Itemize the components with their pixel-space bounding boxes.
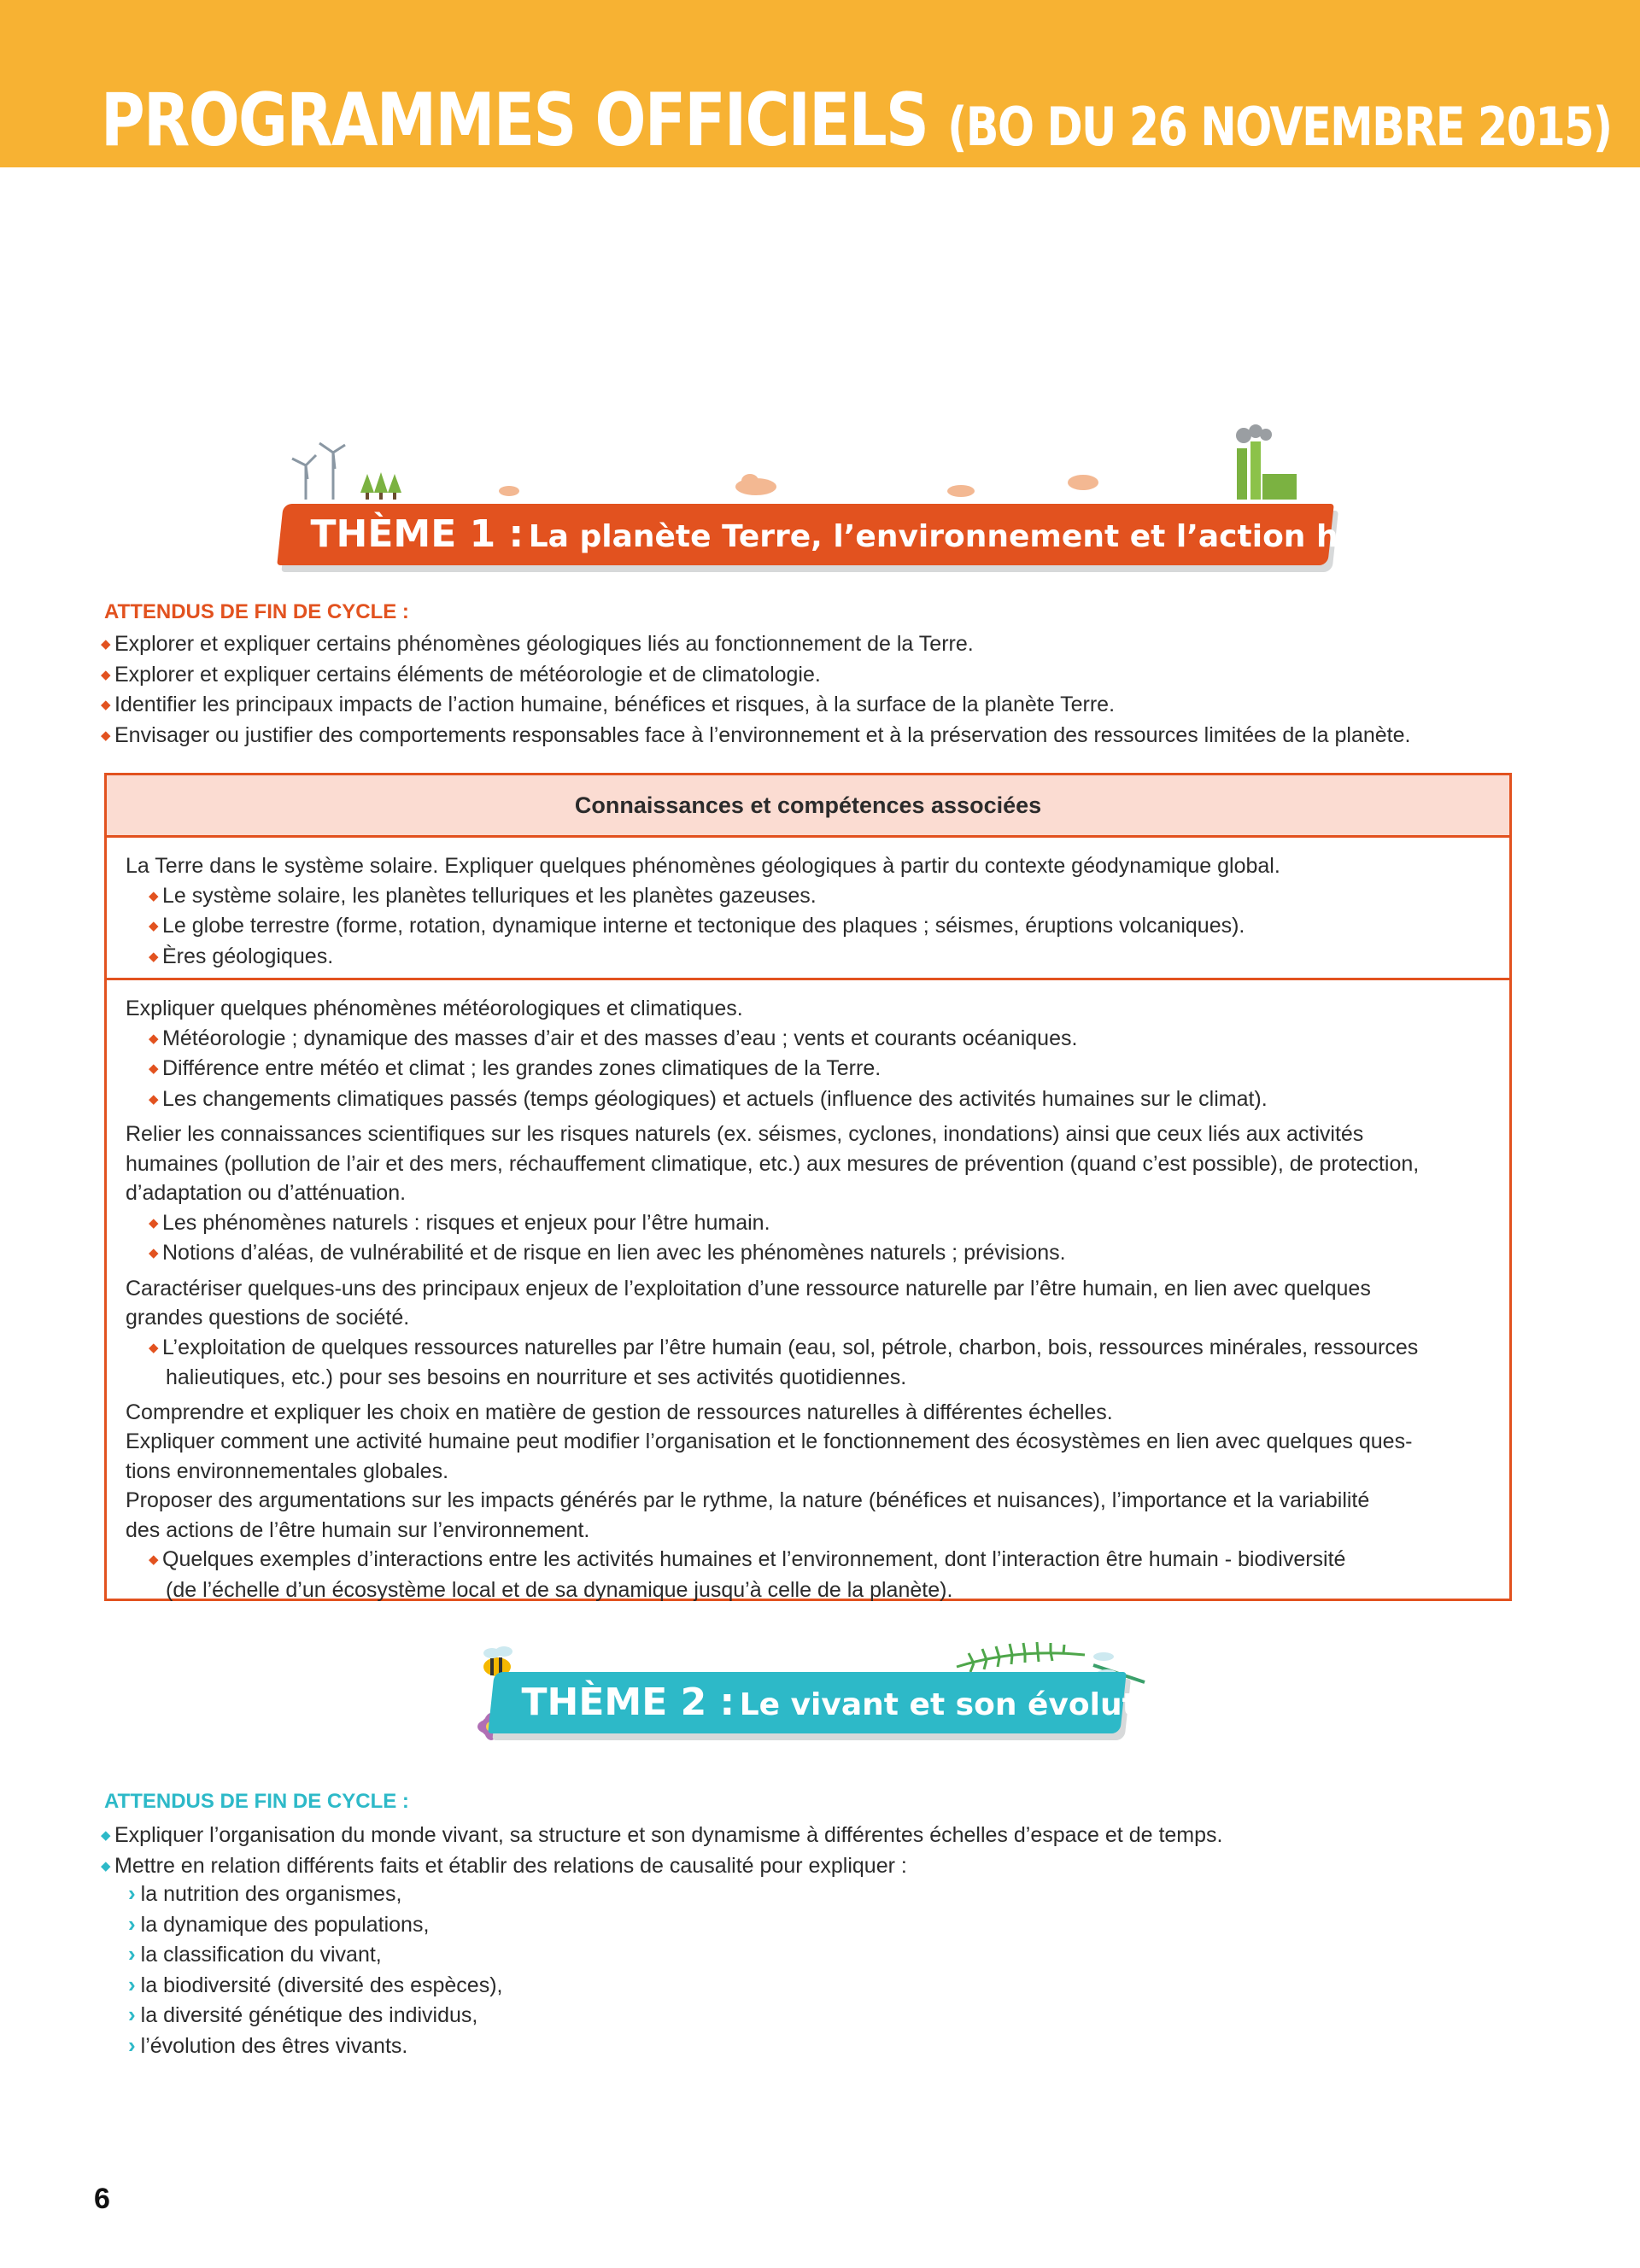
list-item: ◆ Les changements climatiques passés (temps géologiques) et actuels (influence des activités humaines sur le climat). (126, 1084, 1492, 1115)
list-item: ◆ Notions d’aléas, de vulnérabilité et de risque en lien avec les phénomènes naturels ; prévisions. (126, 1238, 1492, 1269)
theme1-expected-label: ATTENDUS DE FIN DE CYCLE : (104, 600, 409, 623)
table-cell (107, 980, 1509, 1605)
list-item-continuation: halieutiques, etc.) pour ses besoins en nourriture et ses activités quotidiennes. (166, 1365, 907, 1389)
table-header: Connaissances et compétences associées (107, 775, 1509, 838)
diamond-bullet-icon: ◆ (101, 728, 111, 743)
list-item: › la diversité génétique des individus, (128, 2002, 478, 2027)
list-item: ◆ Quelques exemples d’interactions entre les activités humaines et l’environnement, dont l’interaction être humain - biodiversité (126, 1545, 1492, 1575)
header-band (0, 0, 1640, 167)
list-item: ◆ Météorologie ; dynamique des masses d’air et des masses d’eau ; vents et courants océaniques. (126, 1024, 1492, 1055)
list-item: ◆ Explorer et expliquer certains éléments de météorologie et de climatologie. (101, 660, 1410, 691)
list-item: › la classification du vivant, (128, 1941, 382, 1967)
list-item: › la biodiversité (diversité des espèces), (128, 1971, 503, 1997)
theme1-expected-list (101, 629, 1410, 751)
list-item: › la nutrition des organismes, (128, 1880, 402, 1906)
diamond-bullet-icon: ◆ (149, 1031, 159, 1046)
list-item: › la dynamique des populations, (128, 1910, 430, 1937)
chevron-right-icon: › (128, 2002, 136, 2027)
list-item: › l’évolution des êtres vivants. (128, 2031, 408, 2058)
factory-icon (1236, 424, 1297, 500)
skills-table (104, 773, 1512, 1601)
list-item: ◆ Les phénomènes naturels : risques et enjeux pour l’être humain. (126, 1208, 1492, 1239)
fern-icon (957, 1642, 1085, 1672)
cloud-icon (499, 474, 1098, 497)
list-item: ◆ L’exploitation de quelques ressources naturelles par l’être humain (eau, sol, pétrole, charbon, bois, ressources minérales, ressources (126, 1333, 1492, 1364)
cell-paragraph: La Terre dans le système solaire. Expliquer quelques phénomènes géologiques à partir du contexte géodynamique global. (126, 854, 1280, 878)
diamond-bullet-icon: ◆ (149, 1091, 159, 1107)
cell-paragraph: Comprendre et expliquer les choix en matière de gestion de ressources naturelles à différentes échelles. (126, 1400, 1113, 1424)
chevron-right-icon: › (128, 1880, 136, 1906)
diamond-bullet-icon: ◆ (149, 1552, 159, 1567)
diamond-bullet-icon: ◆ (101, 1858, 111, 1873)
table-cell (107, 838, 1509, 980)
chevron-right-icon: › (128, 2031, 136, 2058)
theme2-banner (488, 1672, 1191, 1733)
list-item: ◆ Identifier les principaux impacts de l’action humaine, bénéfices et risques, à la surface de la planète Terre. (101, 690, 1410, 721)
cell-paragraph: Expliquer quelques phénomènes météorologiques et climatiques. (126, 997, 743, 1020)
theme1-banner (277, 504, 1467, 565)
list-item: ◆ Envisager ou justifier des comportements responsables face à l’environnement et à la préservation des ressources limitées de la planète. (101, 721, 1410, 751)
diamond-bullet-icon: ◆ (149, 1246, 159, 1260)
theme2-expected-list (101, 1821, 1222, 1881)
diamond-bullet-icon: ◆ (101, 1828, 111, 1843)
cell-paragraph: Proposer des argumentations sur les impacts générés par le rythme, la nature (bénéfices et nuisances), l’importance et la variabilité des actions de l’être humain sur l’environnement. (126, 1488, 1370, 1542)
cell-paragraph: Relier les connaissances scientifiques sur les risques naturels (ex. séismes, cyclones, inondations) ainsi que ceux liés aux activités humaines (pollution de l’air et des mers, réchauffement climatique, etc.) aux mesures de prévention (quand c’est possible), de protection, d’adaptation ou d’atténuation. (126, 1122, 1420, 1205)
theme2-title: Le vivant et son évolution (739, 1687, 1191, 1722)
landscape-illustration (282, 423, 1341, 504)
wind-turbine-icon (292, 443, 345, 500)
theme2-expected-label: ATTENDUS DE FIN DE CYCLE : (104, 1790, 409, 1813)
page-number: 6 (94, 2183, 110, 2215)
diamond-bullet-icon: ◆ (101, 698, 111, 712)
title-main: PROGRAMMES OFFICIELS (101, 78, 928, 163)
chevron-right-icon: › (128, 1941, 136, 1967)
list-item: ◆ Expliquer l’organisation du monde vivant, sa structure et son dynamisme à différentes échelles d’espace et de temps. (101, 1821, 1222, 1851)
chevron-right-icon: › (128, 1971, 136, 1997)
diamond-bullet-icon: ◆ (149, 919, 159, 933)
chevron-right-icon: › (128, 1910, 136, 1937)
theme1-title: La planète Terre, l’environnement et l’action humaine (528, 519, 1467, 554)
diamond-bullet-icon: ◆ (149, 1340, 159, 1355)
title-sub: (BO DU 26 NOVEMBRE 2015) (947, 96, 1612, 158)
list-item: ◆ Mettre en relation différents faits et établir des relations de causalité pour expliquer : (101, 1851, 1222, 1882)
theme2-sub-list (128, 1879, 502, 2060)
list-item: ◆ Le système solaire, les planètes telluriques et les planètes gazeuses. (126, 881, 1492, 912)
trees-icon (360, 472, 401, 500)
list-item: ◆ Différence entre météo et climat ; les grandes zones climatiques de la Terre. (126, 1054, 1492, 1084)
diamond-bullet-icon: ◆ (101, 637, 111, 652)
diamond-bullet-icon: ◆ (101, 667, 111, 682)
diamond-bullet-icon: ◆ (149, 949, 159, 964)
list-item: ◆ Le globe terrestre (forme, rotation, dynamique interne et tectonique des plaques ; séismes, éruptions volcaniques). (126, 911, 1492, 942)
diamond-bullet-icon: ◆ (149, 1061, 159, 1076)
list-item: ◆ Ères géologiques. (126, 942, 1492, 973)
cell-paragraph: Expliquer comment une activité humaine peut modifier l’organisation et le fonctionnement des écosystèmes en lien avec quelques ques- tions environnementales globales. (126, 1429, 1413, 1483)
theme1-number: THÈME 1 : (310, 512, 524, 556)
page-title (101, 73, 1611, 167)
diamond-bullet-icon: ◆ (149, 1215, 159, 1230)
list-item: ◆ Explorer et expliquer certains phénomènes géologiques liés au fonctionnement de la Terre. (101, 629, 1410, 660)
list-item-continuation: (de l’échelle d’un écosystème local et de sa dynamique jusqu’à celle de la planète). (166, 1577, 953, 1602)
theme2-number: THÈME 2 : (521, 1681, 735, 1724)
diamond-bullet-icon: ◆ (149, 888, 159, 903)
cell-paragraph: Caractériser quelques-uns des principaux enjeux de l’exploitation d’une ressource naturelle par l’être humain, en lien avec quelques grandes questions de société. (126, 1276, 1371, 1330)
